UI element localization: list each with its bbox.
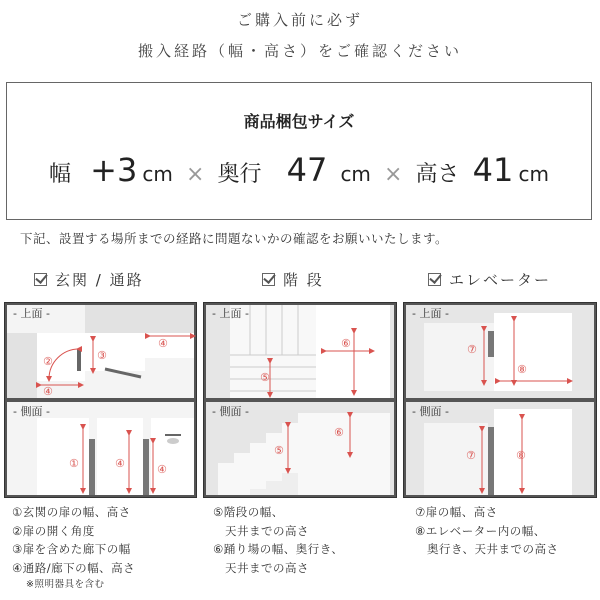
panel-label-top: - 上面 - <box>13 307 50 320</box>
legend-item: 天井までの高さ <box>213 523 309 538</box>
depth-unit: cm <box>340 162 371 186</box>
marker-8: ⑧ <box>517 363 527 376</box>
section-title-entrance-label: 玄関 / 通路 <box>55 271 144 289</box>
marker-4: ④ <box>157 463 167 476</box>
times-icon: × <box>384 162 403 187</box>
package-size-row <box>7 151 591 189</box>
legend-item: ⑧エレベーター内の幅、 <box>415 523 546 538</box>
checkbox-icon <box>262 273 275 286</box>
diagram-entrance <box>4 302 197 498</box>
header-line-1: ご購入前に必ず <box>236 11 363 29</box>
panel-label-side: - 側面 - <box>13 405 50 418</box>
legend-entrance <box>12 503 135 593</box>
checkbox-icon <box>34 273 47 286</box>
legend-note: ※照明器具を含む <box>26 579 105 590</box>
depth-label: 奥行 <box>217 162 262 187</box>
panel-label-top: - 上面 - <box>212 307 249 320</box>
diagram-elevator-svg <box>404 303 596 497</box>
marker-8: ⑧ <box>516 449 526 462</box>
legend-item: ⑥踊り場の幅、奥行き、 <box>213 542 344 556</box>
legend-item: ①玄関の扉の幅、高さ <box>12 505 131 519</box>
marker-7: ⑦ <box>467 343 477 356</box>
panel-label-side: - 側面 - <box>212 405 249 418</box>
marker-5: ⑤ <box>274 444 284 457</box>
panel-label-side: - 側面 - <box>412 405 449 418</box>
marker-3: ③ <box>97 349 107 362</box>
height-label: 高さ <box>415 162 460 187</box>
header-line-2: 搬入経路（幅・高さ）をご確認ください <box>137 42 462 60</box>
diagram-stairs <box>203 302 397 498</box>
section-title-stairs-label: 階 段 <box>283 271 324 289</box>
legend-item: 奥行き、天井までの高さ <box>415 542 559 556</box>
panel-label-top: - 上面 - <box>412 307 449 320</box>
legend-item: ⑦扉の幅、高さ <box>415 505 498 519</box>
marker-4: ④ <box>115 457 125 470</box>
legend-item: 天井までの高さ <box>213 560 309 575</box>
marker-5: ⑤ <box>260 371 270 384</box>
section-title-entrance <box>34 269 144 290</box>
depth-value: 47 <box>286 151 328 189</box>
legend-item: ④通路/廊下の幅、高さ <box>12 560 136 575</box>
height-value: 41 <box>472 151 514 189</box>
package-size-title: 商品梱包サイズ <box>243 112 355 131</box>
marker-2: ② <box>43 355 53 368</box>
height-unit: cm <box>518 162 549 186</box>
width-value: +3 <box>90 151 138 189</box>
package-size-box <box>6 82 592 220</box>
legend-item: ②扉の開く角度 <box>12 523 95 538</box>
section-title-elevator <box>428 269 551 290</box>
marker-4: ④ <box>158 337 168 350</box>
times-icon: × <box>185 162 205 187</box>
marker-6: ⑥ <box>341 337 351 350</box>
legend-stairs <box>213 503 343 577</box>
checkbox-icon <box>428 273 441 286</box>
legend-item: ⑤階段の幅、 <box>213 505 284 519</box>
legend-elevator <box>415 503 559 559</box>
section-title-elevator-label: エレベーター <box>449 271 552 289</box>
diagram-elevator <box>403 302 597 498</box>
width-unit: cm <box>142 162 173 186</box>
diagram-stairs-svg <box>204 303 396 497</box>
diagram-entrance-svg <box>5 303 196 497</box>
instruction-note: 下記、設置する場所までの経路に問題ないかの確認をお願いいたします。 <box>20 231 449 246</box>
section-title-stairs <box>262 269 324 290</box>
marker-1: ① <box>69 457 79 470</box>
marker-7: ⑦ <box>466 449 476 462</box>
marker-4: ④ <box>43 385 53 398</box>
marker-6: ⑥ <box>334 426 344 439</box>
legend-item: ③扉を含めた廊下の幅 <box>12 542 131 556</box>
width-label: 幅 <box>49 162 72 187</box>
